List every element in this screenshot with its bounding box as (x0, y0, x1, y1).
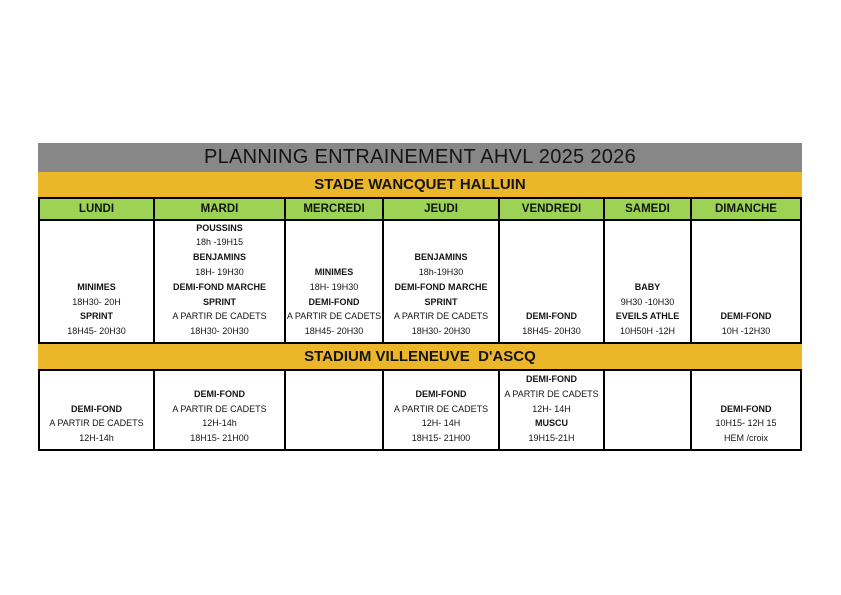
time-label: 10H15- 12H 15 (715, 418, 777, 429)
activity-label: DEMI-FOND (526, 374, 577, 385)
day-header-mardi: MARDI (155, 199, 286, 219)
time-label: 12H-14h (202, 418, 237, 429)
schedule-cell-vendredi (500, 371, 605, 449)
time-label: 10H -12H30 (721, 326, 771, 337)
time-label: 9H30 -10H30 (620, 296, 675, 307)
time-label: 12H- 14H (421, 418, 461, 429)
activity-label: DEMI-FOND (720, 403, 772, 414)
activity-label: DEMI-FOND (720, 311, 772, 322)
activity-label: DEMI-FOND MARCHE (394, 281, 488, 292)
schedule-table-stade-wancquet (38, 197, 802, 344)
day-header-dimanche: DIMANCHE (715, 203, 777, 215)
schedule-cell-mercredi (286, 371, 384, 449)
schedule-row-1 (40, 221, 800, 342)
schedule-cell-dimanche (692, 371, 800, 449)
time-label: 12H- 14H (532, 403, 571, 414)
time-label: 10H50H -12H (619, 326, 676, 337)
activity-label: DEMI-FOND MARCHE (173, 281, 266, 292)
time-label: 18H- 19H30 (195, 267, 244, 278)
activity-label: POUSSINS (196, 222, 243, 233)
schedule-row-2 (40, 371, 800, 449)
time-label: 18H30- 20H30 (190, 326, 249, 337)
activity-label: EVEILS ATHLE (615, 311, 680, 322)
training-planning (38, 143, 802, 451)
day-header-mercredi: MERCREDI (286, 199, 384, 219)
activity-label: DEMI-FOND (526, 311, 577, 322)
activity-label: BABY (634, 281, 661, 292)
time-label: A PARTIR DE CADETS (393, 403, 489, 414)
schedule-cell-lundi (40, 221, 155, 342)
venue-label: STADIUM VILLENEUVE D'ASCQ (304, 348, 536, 365)
time-label: A PARTIR DE CADETS (172, 403, 267, 414)
activity-label: DEMI-FOND (308, 296, 360, 307)
time-label: 18H45- 20H30 (304, 326, 364, 337)
activity-label: SPRINT (79, 311, 113, 322)
activity-label: BENJAMINS (414, 252, 468, 263)
day-header-lundi: LUNDI (40, 199, 155, 219)
day-header-jeudi: JEUDI (384, 199, 500, 219)
schedule-cell-mercredi (286, 221, 384, 342)
venue-label: STADE WANCQUET HALLUIN (314, 176, 526, 193)
time-label: HEM /croix (723, 433, 768, 444)
schedule-cell-mardi (155, 221, 286, 342)
schedule-cell-samedi (605, 371, 692, 449)
activity-label: MINIMES (77, 281, 116, 292)
schedule-cell-lundi (40, 371, 155, 449)
schedule-cell-vendredi (500, 221, 605, 342)
activity-label: SPRINT (424, 296, 458, 307)
time-label: 18H30- 20H30 (411, 326, 471, 337)
schedule-cell-mardi (155, 371, 286, 449)
day-header-vendredi: VENDREDI (500, 199, 605, 219)
time-label: 19H15-21H (528, 433, 575, 444)
activity-label: MINIMES (314, 267, 354, 278)
day-header-samedi: SAMEDI (605, 199, 692, 219)
time-label: 18H45- 20H30 (522, 326, 581, 337)
schedule-table-stadium-villeneuve (38, 369, 802, 451)
time-label: A PARTIR DE CADETS (286, 311, 382, 322)
schedule-cell-samedi (605, 221, 692, 342)
schedule-cell-jeudi (384, 371, 500, 449)
activity-label: BENJAMINS (192, 252, 246, 263)
day-header-row (40, 199, 800, 221)
activity-label: SPRINT (202, 296, 236, 307)
activity-label: DEMI-FOND (71, 403, 122, 414)
time-label: A PARTIR DE CADETS (172, 311, 267, 322)
venue-bar-stade-wancquet (38, 172, 802, 197)
time-label: 18h-19H30 (418, 267, 464, 278)
venue-bar-stadium-villeneuve (38, 344, 802, 369)
time-label: 18H15- 21H00 (190, 433, 249, 444)
time-label: A PARTIR DE CADETS (393, 311, 489, 322)
time-label: A PARTIR DE CADETS (504, 388, 599, 399)
time-label: 18H30- 20H (72, 296, 121, 307)
activity-label: DEMI-FOND (415, 388, 467, 399)
activity-label: MUSCU (535, 418, 568, 429)
time-label: 18H45- 20H30 (67, 326, 126, 337)
activity-label: DEMI-FOND (194, 388, 245, 399)
time-label: 12H-14h (79, 433, 114, 444)
time-label: 18H15- 21H00 (411, 433, 471, 444)
time-label: 18h -19H15 (195, 237, 244, 248)
schedule-cell-dimanche (692, 221, 800, 342)
page-title: PLANNING ENTRAINEMENT AHVL 2025 2026 (203, 146, 637, 168)
title-bar (38, 143, 802, 172)
time-label: A PARTIR DE CADETS (49, 418, 144, 429)
schedule-cell-jeudi (384, 221, 500, 342)
time-label: 18H- 19H30 (309, 281, 359, 292)
